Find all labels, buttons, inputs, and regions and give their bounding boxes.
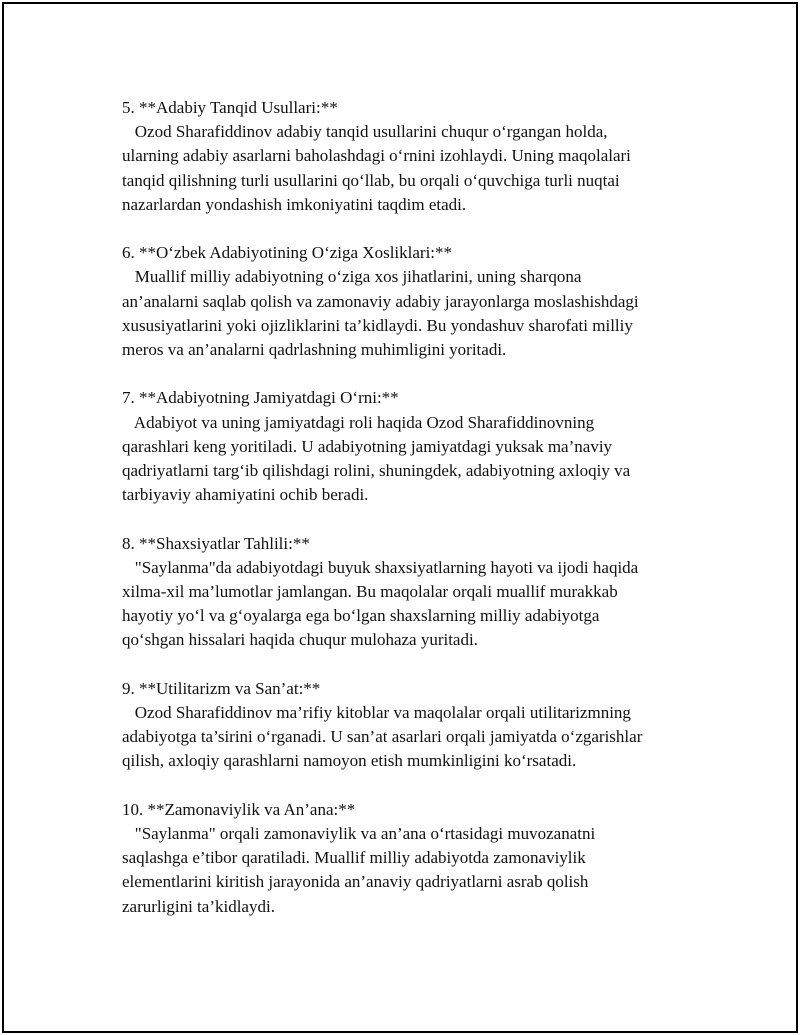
- section-paragraph: [122, 120, 722, 217]
- paragraph-line: zarurligini ta’kidlaydi.: [122, 896, 275, 916]
- paragraph-line: elementlarini kiritish jarayonida an’anaviy qadriyatlarni asrab qolish: [122, 872, 589, 892]
- section-9: [122, 677, 722, 774]
- paragraph-line: nazarlardan yondashish imkoniyatini taqdim etadi.: [122, 194, 467, 214]
- paragraph-line: xilma-xil ma’lumotlar jamlangan. Bu maqolalar orqali muallif murakkab: [122, 582, 618, 602]
- section-heading: 10. **Zamonaviylik va An’ana:**: [122, 799, 356, 819]
- section-paragraph: [122, 556, 722, 653]
- paragraph-line: saqlashga e’tibor qaratiladi. Muallif milliy adabiyotda zamonaviylik: [122, 848, 586, 868]
- section-10: [122, 798, 722, 919]
- paragraph-line: Ozod Sharafiddinov adabiy tanqid usullarini chuqur o‘rgangan holda,: [122, 122, 608, 142]
- section-7: [122, 386, 722, 507]
- section-paragraph: [122, 265, 722, 362]
- section-paragraph: [122, 822, 722, 919]
- paragraph-line: an’analarni saqlab qolish va zamonaviy adabiy jarayonlarga moslashishdagi: [122, 291, 639, 311]
- paragraph-line: tanqid qilishning turli usullarini qo‘llab, bu orqali o‘quvchiga turli nuqtai: [122, 170, 620, 190]
- paragraph-line: Ozod Sharafiddinov ma’rifiy kitoblar va maqolalar orqali utilitarizmning: [122, 703, 631, 723]
- paragraph-line: Adabiyot va uning jamiyatdagi roli haqida Ozod Sharafiddinovning: [122, 412, 595, 432]
- document-body: [122, 96, 722, 943]
- section-8: [122, 532, 722, 653]
- section-heading: 9. **Utilitarizm va San’at:**: [122, 678, 321, 698]
- paragraph-line: qilish, axloqiy qarashlarni namoyon etish mumkinligini ko‘rsatadi.: [122, 751, 577, 771]
- section-heading: 5. **Adabiy Tanqid Usullari:**: [122, 98, 338, 117]
- page-frame: [2, 2, 798, 1033]
- paragraph-line: qadriyatlarni targ‘ib qilishdagi rolini, shuningdek, adabiyotning axloqiy va: [122, 461, 631, 481]
- section-paragraph: [122, 701, 722, 774]
- section-6: [122, 241, 722, 362]
- paragraph-line: qarashlari keng yoritiladi. U adabiyotning jamiyatdagi yuksak ma’naviy: [122, 436, 613, 456]
- section-5: [122, 96, 722, 217]
- section-paragraph: [122, 411, 722, 508]
- paragraph-line: ularning adabiy asarlarni baholashdagi o‘rnini izohlaydi. Uning maqolalari: [122, 146, 631, 166]
- paragraph-line: adabiyotga ta’sirini o‘rganadi. U san’at asarlari orqali jamiyatda o‘zgarishlar: [122, 727, 643, 747]
- paragraph-line: qo‘shgan hissalari haqida chuqur mulohaza yuritadi.: [122, 630, 478, 650]
- paragraph-line: "Saylanma"da adabiyotdagi buyuk shaxsiyatlarning hayoti va ijodi haqida: [122, 557, 639, 577]
- section-heading: 7. **Adabiyotning Jamiyatdagi O‘rni:**: [122, 388, 399, 408]
- paragraph-line: Muallif milliy adabiyotning o‘ziga xos jihatlarini, uning sharqona: [122, 267, 582, 287]
- section-heading: 8. **Shaxsiyatlar Tahlili:**: [122, 533, 310, 553]
- paragraph-line: tarbiyaviy ahamiyatini ochib beradi.: [122, 485, 369, 505]
- paragraph-line: xususiyatlarini yoki ojizliklarini ta’kidlaydi. Bu yondashuv sharofati milliy: [122, 315, 633, 335]
- paragraph-line: hayotiy yo‘l va g‘oyalarga ega bo‘lgan shaxslarning milliy adabiyotga: [122, 606, 600, 626]
- paragraph-line: meros va an’analarni qadrlashning muhimligini yoritadi.: [122, 340, 507, 360]
- paragraph-line: "Saylanma" orqali zamonaviylik va an’ana o‘rtasidagi muvozanatni: [122, 824, 596, 844]
- section-heading: 6. **O‘zbek Adabiyotining O‘ziga Xosliklari:**: [122, 243, 453, 263]
